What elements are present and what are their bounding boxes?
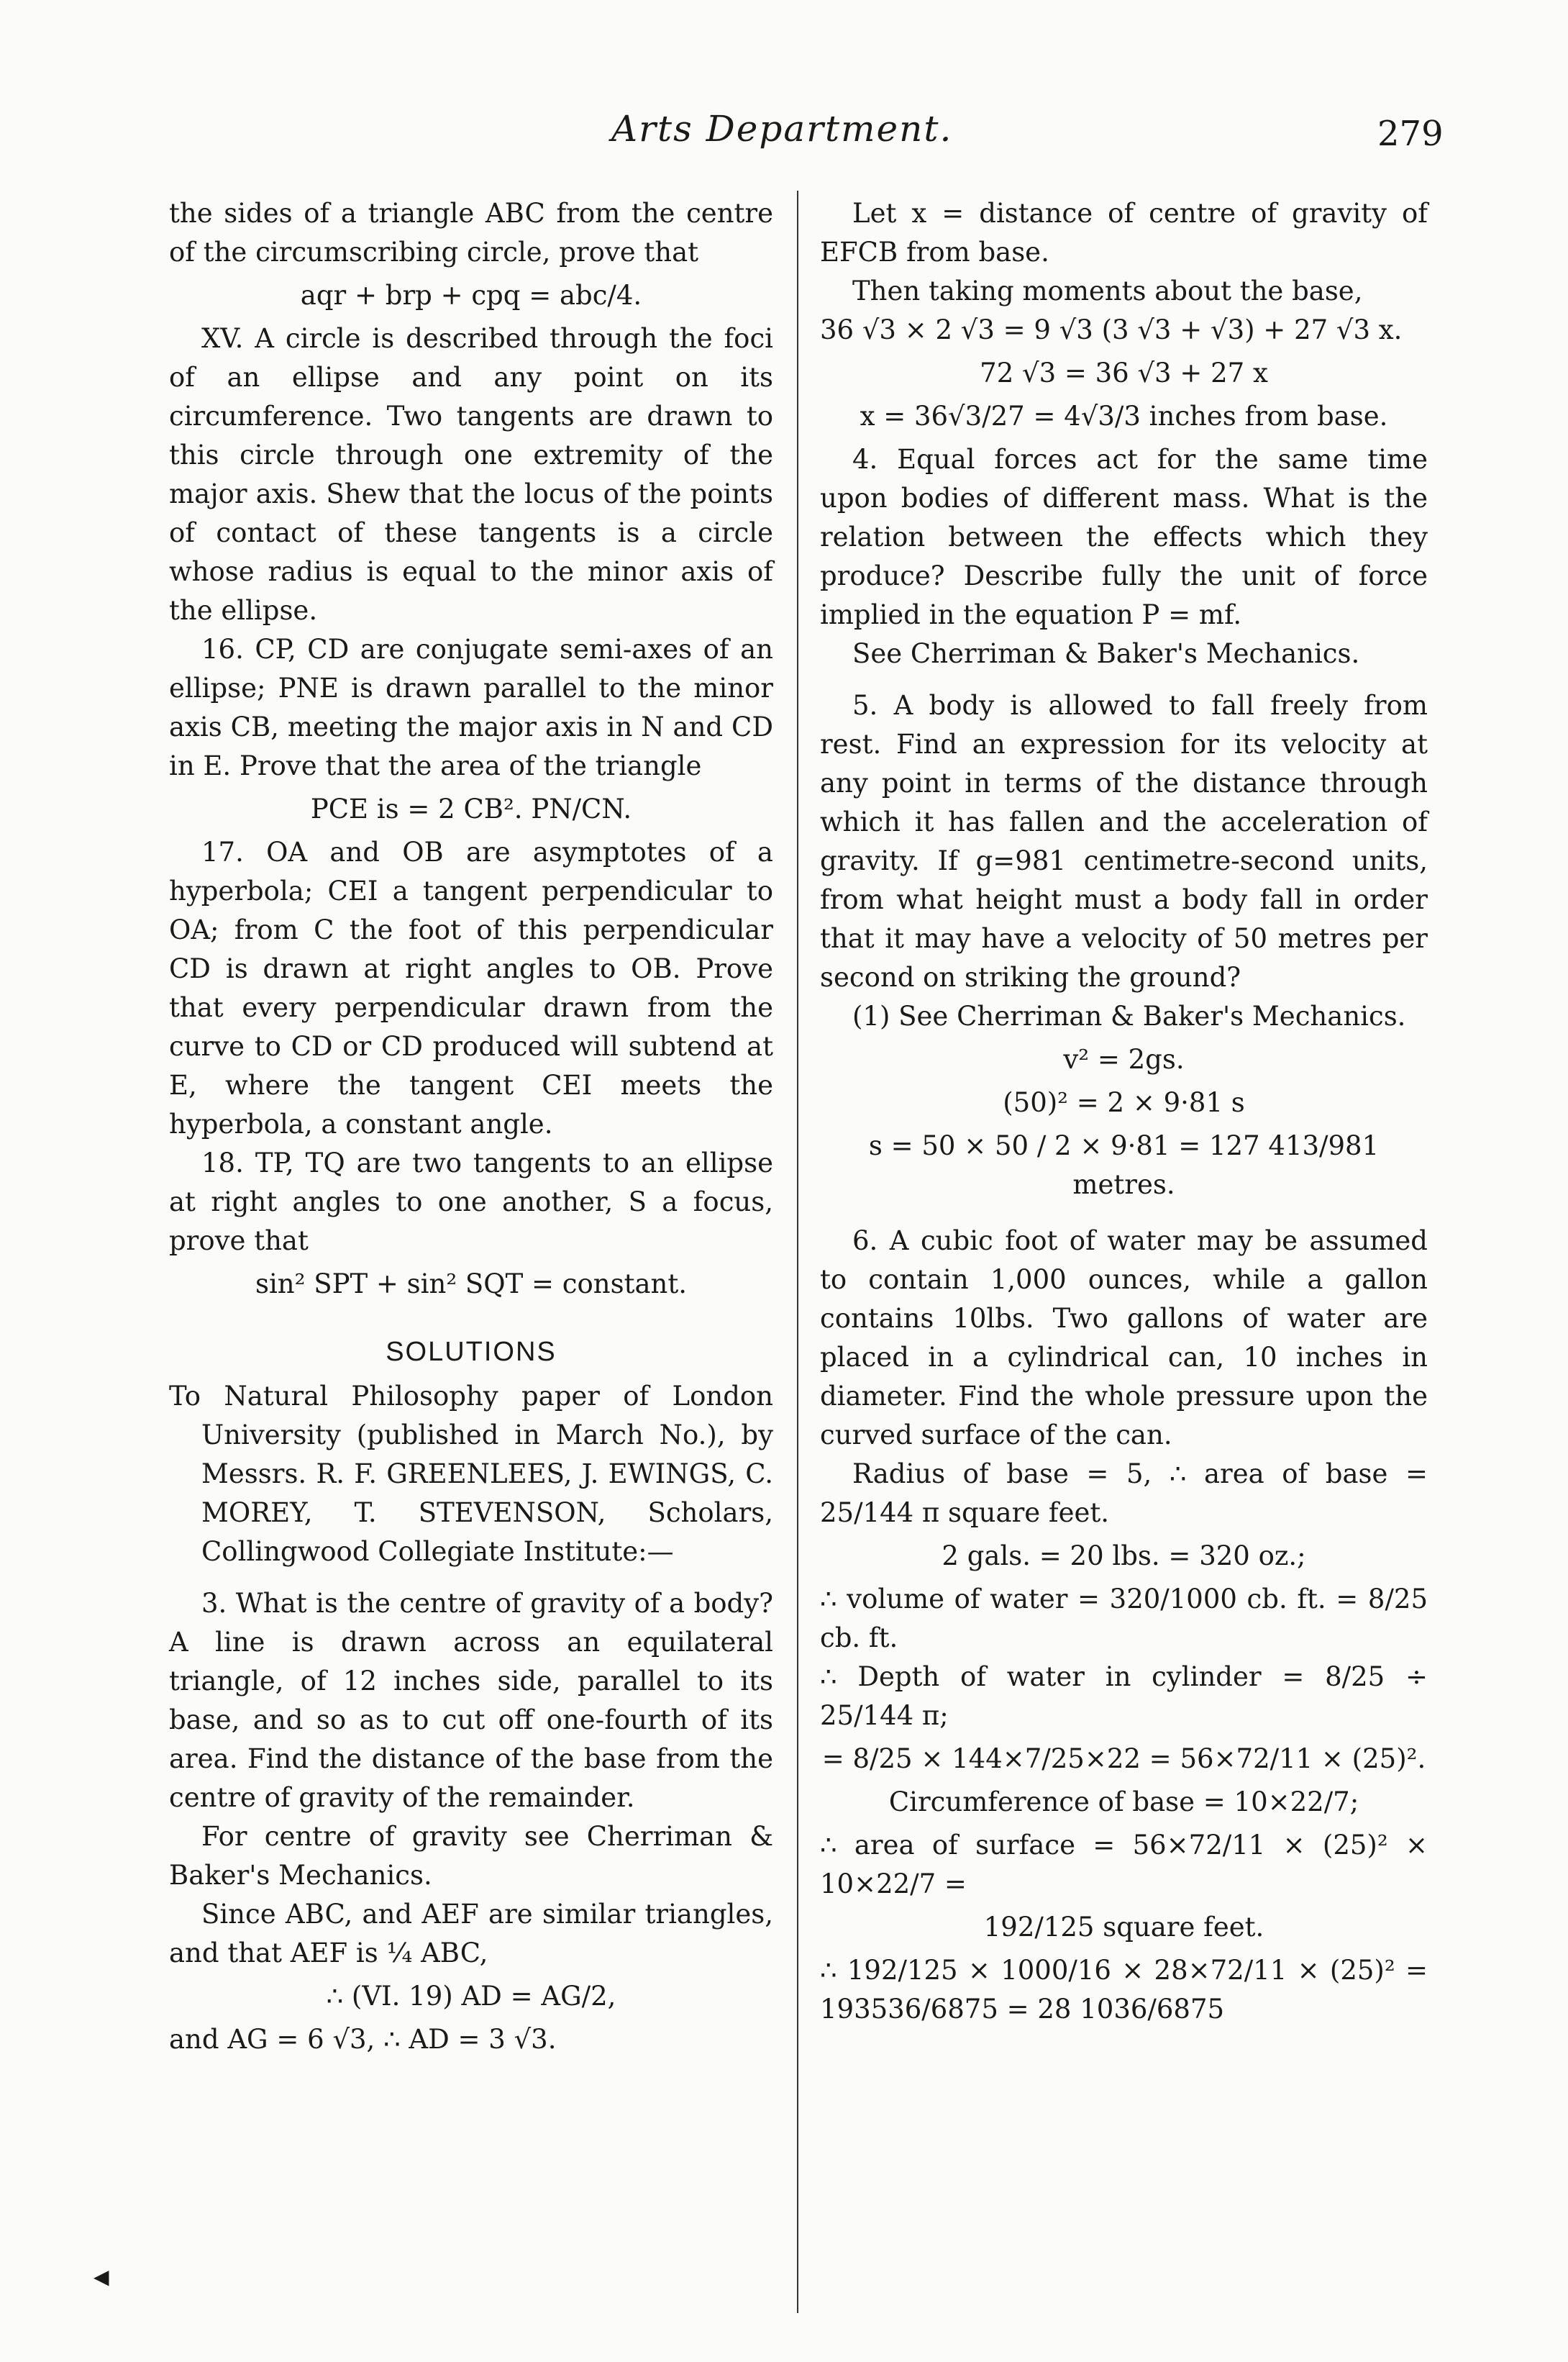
- equation: ∴ area of surface = 56×72/11 × (25)² × 10×22/7 =: [820, 1830, 1428, 1899]
- paragraph: 16. CP, CD are conjugate semi-axes of an ellipse; PNE is drawn parallel to the minor axis CB, meeting the major axis in N and CD in E. Prove that the area of the triangle: [169, 634, 773, 781]
- equation: ∴ volume of water = 320/1000 cb. ft. = 8/25 cb. ft.: [820, 1584, 1428, 1653]
- equation: ∴ (VI. 19) AD = AG/2,: [326, 1981, 616, 2012]
- paragraph: 5. A body is allowed to fall freely from rest. Find an expression for its velocity at any point in terms of the distance through which it has fallen and the acceleration of gravity. If g=981 centimetre-second units, from what height must a body fall in order that it may have a velocity of 50 metres per second on striking the ground?: [820, 690, 1428, 993]
- paragraph: Then taking moments about the base,: [852, 276, 1363, 306]
- equation: sin² SPT + sin² SQT = constant.: [255, 1268, 688, 1299]
- page-header: [0, 108, 1568, 165]
- equation: 72 √3 = 36 √3 + 27 x: [980, 358, 1268, 389]
- paragraph: Radius of base = 5, ∴ area of base = 25/144 π square feet.: [820, 1458, 1428, 1528]
- spacer: [820, 1209, 1428, 1222]
- equation: (50)² = 2 × 9·81 s: [1003, 1087, 1245, 1118]
- page-number: 279: [1377, 114, 1444, 154]
- equation: ∴ Depth of water in cylinder = 8/25 ÷ 25/144 π;: [820, 1661, 1428, 1731]
- paragraph: (1) See Cherriman & Baker's Mechanics.: [852, 1001, 1406, 1032]
- solutions-intro: To Natural Philosophy paper of London University (published in March No.), by Messrs. R. F. GREENLEES, J. EWINGS, C. MOREY, T. STEVENSON, Scholars, Collingwood Collegiate Institute:—: [169, 1381, 773, 1567]
- paragraph: 17. OA and OB are asymptotes of a hyperbola; CEI a tangent perpendicular to OA; from C the foot of this perpendicular CD is drawn at right angles to OB. Prove that every perpendicular drawn from the curve to CD or CD produced will subtend at E, where the tangent CEI meets the hyperbola, a constant angle.: [169, 837, 773, 1140]
- paragraph: 4. Equal forces act for the same time upon bodies of different mass. What is the relation between the effects which they produce? Describe fully the unit of force implied in the equation P = mf.: [820, 444, 1428, 630]
- equation: Circumference of base = 10×22/7;: [888, 1786, 1359, 1817]
- column-divider: [797, 191, 798, 2313]
- paragraph: 3. What is the centre of gravity of a body? A line is drawn across an equilateral triangle, of 12 inches side, parallel to its base, and so as to cut off one-fourth of its area. Find the distance of the base from the centre of gravity of the remainder.: [169, 1588, 773, 1813]
- stray-mark-icon: ◀: [94, 2265, 109, 2289]
- paragraph: 18. TP, TQ are two tangents to an ellipse at right angles to one another, S a focus, prove that: [169, 1148, 773, 1256]
- equation: PCE is = 2 CB². PN/CN.: [310, 794, 632, 825]
- equation: 2 gals. = 20 lbs. = 320 oz.;: [942, 1540, 1306, 1571]
- paragraph: Let x = distance of centre of gravity of EFCB from base.: [820, 198, 1428, 268]
- right-column: [820, 194, 1428, 2029]
- equation: ∴ 192/125 × 1000/16 × 28×72/11 × (25)² = 193536/6875 = 28 1036/6875: [820, 1955, 1428, 2025]
- left-column: [169, 194, 773, 2059]
- equation: x = 36√3/27 = 4√3/3 inches from base.: [860, 401, 1388, 432]
- paragraph: 6. A cubic foot of water may be assumed to contain 1,000 ounces, while a gallon contains 10lbs. Two gallons of water are placed in a cylindrical can, 10 inches in diameter. Find the whole pressure upon the curved surface of the can.: [820, 1225, 1428, 1450]
- running-title: Arts Department.: [611, 108, 953, 150]
- spacer: [820, 673, 1428, 686]
- paragraph: the sides of a triangle ABC from the centre of the circumscribing circle, prove that: [169, 198, 773, 268]
- equation: = 8/25 × 144×7/25×22 = 56×72/11 × (25)².: [821, 1743, 1426, 1774]
- equation: aqr + brp + cpq = abc/4.: [300, 280, 642, 311]
- equation: 192/125 square feet.: [983, 1912, 1264, 1943]
- paragraph: XV. A circle is described through the foci of an ellipse and any point on its circumference. Two tangents are drawn to this circle through one extremity of the major axis. Shew that the locus of the points of contact of these tangents is a circle whose radius is equal to the minor axis of the ellipse.: [169, 323, 773, 626]
- paragraph: See Cherriman & Baker's Mechanics.: [852, 638, 1360, 669]
- equation: 36 √3 × 2 √3 = 9 √3 (3 √3 + √3) + 27 √3 x.: [820, 314, 1403, 345]
- spacer: [169, 1571, 773, 1584]
- equation: s = 50 × 50 / 2 × 9·81 = 127 413/981 metres.: [868, 1130, 1380, 1200]
- equation: v² = 2gs.: [1063, 1044, 1185, 1075]
- paragraph: Since ABC, and AEF are similar triangles, and that AEF is ¼ ABC,: [169, 1899, 773, 1968]
- paragraph: For centre of gravity see Cherriman & Baker's Mechanics.: [169, 1821, 773, 1891]
- section-heading: SOLUTIONS: [386, 1337, 557, 1367]
- equation: and AG = 6 √3, ∴ AD = 3 √3.: [169, 2024, 557, 2055]
